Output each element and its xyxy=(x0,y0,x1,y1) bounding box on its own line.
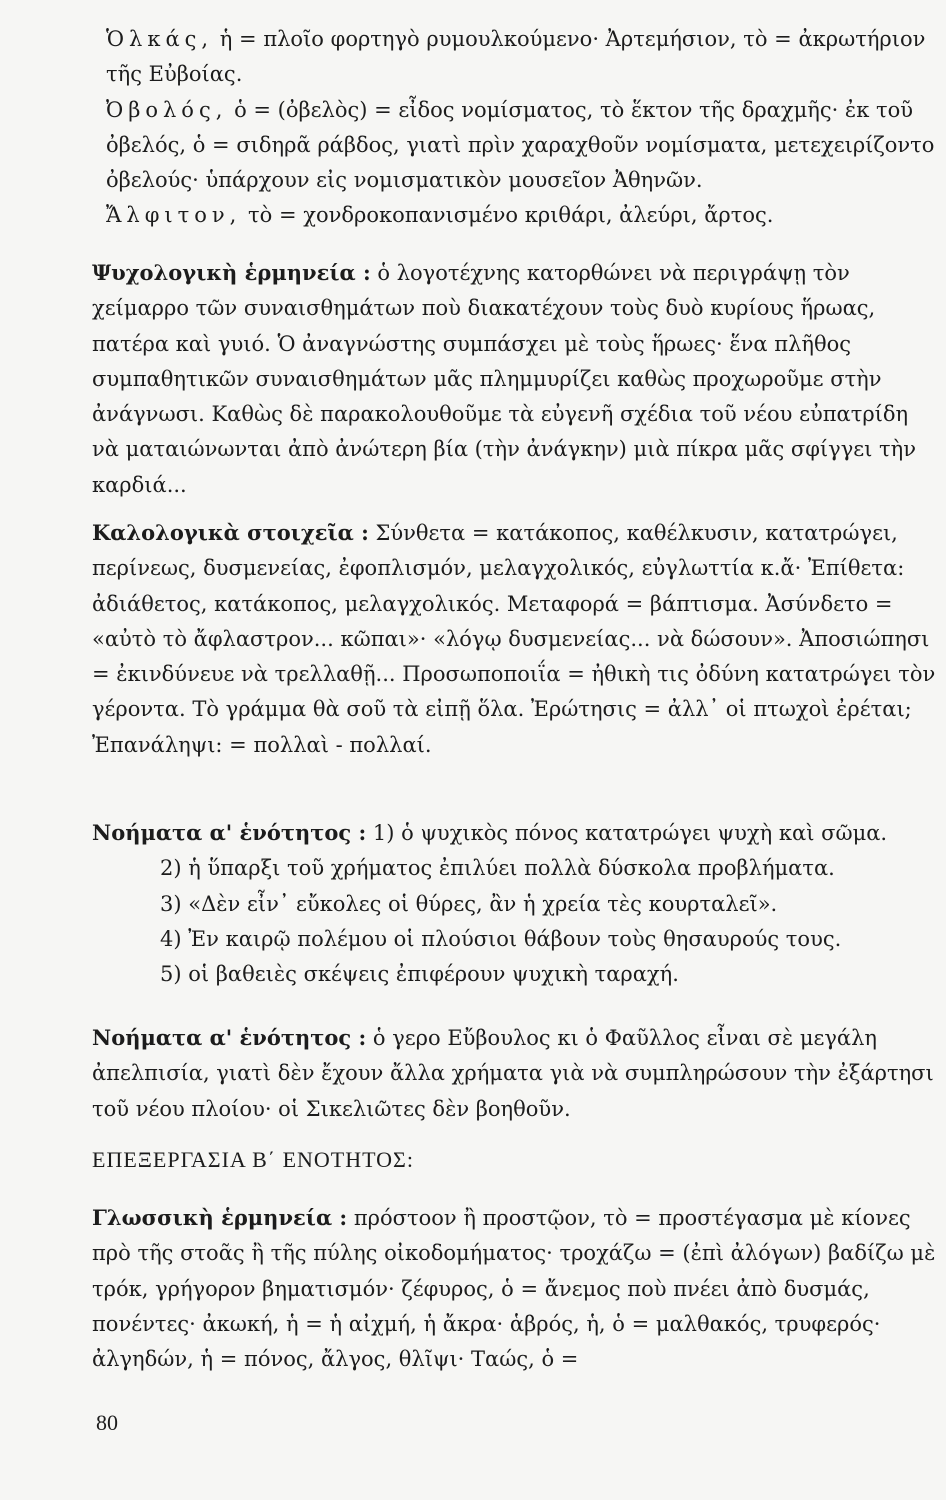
section-heading: Καλολογικὰ στοιχεῖα : xyxy=(92,520,369,545)
definition: ἡ = πλοῖο φορτηγὸ ρυμουλκούμενο· Ἀρτεμήσιον, τὸ = ἀκρωτήριον τῆς Εὐβοίας. xyxy=(106,27,926,87)
section-heading: Νοήματα α' ἑνότητος : xyxy=(92,1025,367,1050)
section-heading: Γλωσσικὴ ἑρμηνεία : xyxy=(92,1205,348,1230)
definition: τὸ = χονδροκοπανισμένο κριθάρι, ἀλεύρι, ἄρτος. xyxy=(241,203,774,228)
paragraph-text: Σύνθετα = κατάκοπος, καθέλκυσιν, κατατρώγει, περίνεως, δυσμενείας, ἐφοπλισμόν, μελαγχολικός, εὐγλωττία κ.ἄ· Ἐπίθετα: ἀδιάθετος, κατάκοπος, μελαγχολικός. Μεταφορά = βάπτισμα. Ἀσύνδετο = «αὐτὸ τὸ ἄφλαστρον... κῶπαι»· «λόγῳ δυσμενείας... νὰ δώσουν». Ἀποσιώπησι = ἐκινδύνευε νὰ τρελλαθῇ... Προσωποποιΐα = ἠθικὴ τις ὀδύνη κατατρώγει τὸν γέροντα. Τὸ γράμμα θὰ σοῦ τὰ εἰπῇ ὅλα. Ἐρώτησις = ἀλλ᾽ οἱ πτωχοὶ ἐρέται; Ἐπανάληψι: = πολλαὶ - πολλαί. xyxy=(92,521,936,757)
paragraph-text: πρόστοον ἢ προστῷον, τὸ = προστέγασμα μὲ κίονες πρὸ τῆς στοᾶς ἢ τῆς πύλης οἰκοδομήματος· τροχάζω = (ἐπὶ ἀλόγων) βαδίζω μὲ τρόκ, γρήγορον βηματισμόν· ζέφυρος, ὁ = ἄνεμος ποὺ πνέει ἀπὸ δυσμάς, πονέντες· ἀκωκή, ἡ = ἡ αἰχμή, ἡ ἄκρα· ἁβρός, ἡ, ὁ = μαλθακός, τρυφερός· ἀλγηδών, ἡ = πόνος, ἄλγος, θλῖψι· Ταώς, ὁ = xyxy=(92,1206,936,1372)
list-item: 2) ἡ ὕπαρξι τοῦ χρήματος ἐπιλύει πολλὰ δύσκολα προβλήματα. xyxy=(160,856,835,881)
section-title: ΕΠΕΞΕΡΓΑΣΙΑ Β΄ ΕΝΟΤΗΤΟΣ: xyxy=(92,1147,414,1172)
glossary-top xyxy=(92,22,940,234)
gloss-entry-olkas xyxy=(92,22,940,93)
term: Ὁλκάς, xyxy=(106,27,214,51)
section-heading: Ψυχολογικὴ ἑρμηνεία : xyxy=(92,260,371,285)
list-item: 3) «Δὲν εἶν᾽ εὔκολες οἱ θύρες, ἂν ἡ χρεία τὲς κουρταλεῖ». xyxy=(160,891,778,916)
meanings-list xyxy=(92,815,940,992)
psychological-interpretation xyxy=(92,255,940,503)
list-item: 5) οἱ βαθειὲς σκέψεις ἐπιφέρουν ψυχικὴ ταραχή. xyxy=(160,962,679,987)
gloss-entry-alfiton xyxy=(92,198,940,233)
gloss-entry-obolos xyxy=(92,93,940,199)
linguistic-interpretation xyxy=(92,1200,940,1377)
term: Ὀβολός, xyxy=(106,97,228,122)
list-item: 1) ὁ ψυχικὸς πόνος κατατρώγει ψυχὴ καὶ σῶμα. xyxy=(366,821,888,845)
section-heading: Νοήματα α' ἑνότητος : xyxy=(92,820,367,845)
paragraph-text: ὁ γερο Εὔβουλος κι ὁ Φαῦλλος εἶναι σὲ μεγάλη ἀπελπισία, γιατὶ δὲν ἔχουν ἄλλα χρήματα γιὰ νὰ συμπληρώσουν τὴν ἐξάρτησι τοῦ νέου πλοίου· οἱ Σικελιῶτες δὲν βοηθοῦν. xyxy=(92,1026,934,1121)
list-item: 4) Ἐν καιρῷ πολέμου οἱ πλούσιοι θάβουν τοὺς θησαυρούς τους. xyxy=(160,926,842,951)
stylistic-elements xyxy=(92,515,940,763)
term: Ἄλφιτον, xyxy=(106,203,242,228)
page-number: 80 xyxy=(96,1410,118,1435)
definition: ὁ = (ὀβελὸς) = εἶδος νομίσματος, τὸ ἕκτον τῆς δραχμῆς· ἐκ τοῦ ὀβελός, ὁ = σιδηρᾶ ράβδος, γιατὶ πρὶν χαραχθοῦν νομίσματα, μετεχειρίζοντο ὀβελούς· ὑπάρχουν εἰς νομισματικὸν μουσεῖον Ἀθηνῶν. xyxy=(106,97,935,193)
paragraph-text: ὁ λογοτέχνης κατορθώνει νὰ περιγράψῃ τὸν χείμαρρο τῶν συναισθημάτων ποὺ διακατέχουν τοὺς δυὸ κυρίους ἥρωας, πατέρα καὶ γυιό. Ὁ ἀναγνώστης συμπάσχει μὲ τοὺς ἥρωες· ἕνα πλῆθος συμπαθητικῶν συναισθημάτων μᾶς πλημμυρίζει καθὼς προχωροῦμε στὴν ἀνάγνωσι. Καθὼς δὲ παρακολουθοῦμε τὰ εὐγενῆ σχέδια τοῦ νέου εὐπατρίδη νὰ ματαιώνωνται ἀπὸ ἀνώτερη βία (τὴν ἀνάγκην) μιὰ πίκρα μᾶς σφίγγει τὴν καρδιά... xyxy=(92,261,917,497)
meanings-paragraph xyxy=(92,1020,940,1127)
